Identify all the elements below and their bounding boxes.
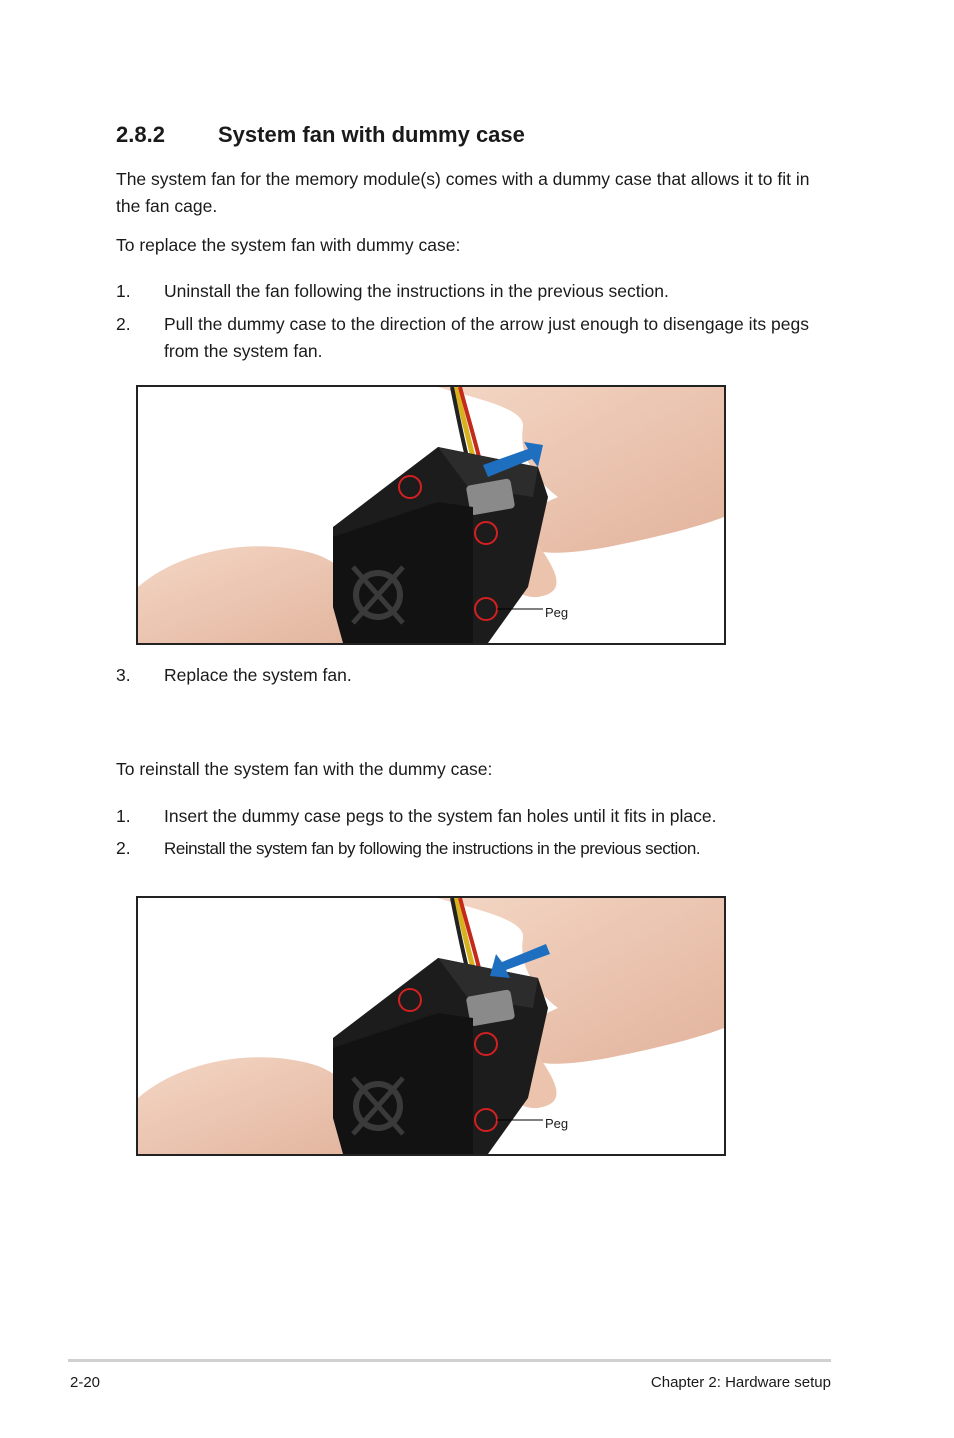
step-number: 2. bbox=[116, 314, 131, 334]
step-number: 1. bbox=[116, 806, 131, 826]
step-text: Pull the dummy case to the direction of the arrow just enough to disengage its pegs from the system fan. bbox=[164, 314, 809, 361]
step-text: Insert the dummy case pegs to the system fan holes until it fits in place. bbox=[164, 806, 717, 826]
replace-lead: To replace the system fan with dummy case: bbox=[116, 235, 461, 255]
chapter-title: Chapter 2: Hardware setup bbox=[650, 1374, 831, 1391]
page-number: 2-20 bbox=[70, 1374, 101, 1391]
step-number: 3. bbox=[116, 665, 131, 685]
step-text: Uninstall the fan following the instructions in the previous section. bbox=[164, 281, 669, 301]
section-number: 2.8.2 bbox=[116, 122, 165, 147]
step-text: Replace the system fan. bbox=[164, 665, 352, 685]
peg-label: Peg bbox=[545, 605, 569, 620]
peg-label: Peg bbox=[545, 1116, 569, 1131]
section-title: System fan with dummy case bbox=[218, 122, 525, 147]
step-number: 2. bbox=[116, 838, 131, 858]
footer-divider bbox=[68, 1359, 831, 1362]
intro-paragraph: The system fan for the memory module(s) comes with a dummy case that allows it to fit in the fan cage. bbox=[116, 169, 810, 216]
figure-install-dummy-case bbox=[136, 896, 726, 1156]
step-number: 1. bbox=[116, 281, 131, 301]
fan-photo-illustration bbox=[138, 387, 724, 643]
fan-photo-illustration bbox=[138, 898, 724, 1154]
step-text: Reinstall the system fan by following the instructions in the previous section. bbox=[164, 839, 701, 858]
reinstall-lead: To reinstall the system fan with the dummy case: bbox=[116, 759, 493, 779]
figure-remove-dummy-case bbox=[136, 385, 726, 645]
